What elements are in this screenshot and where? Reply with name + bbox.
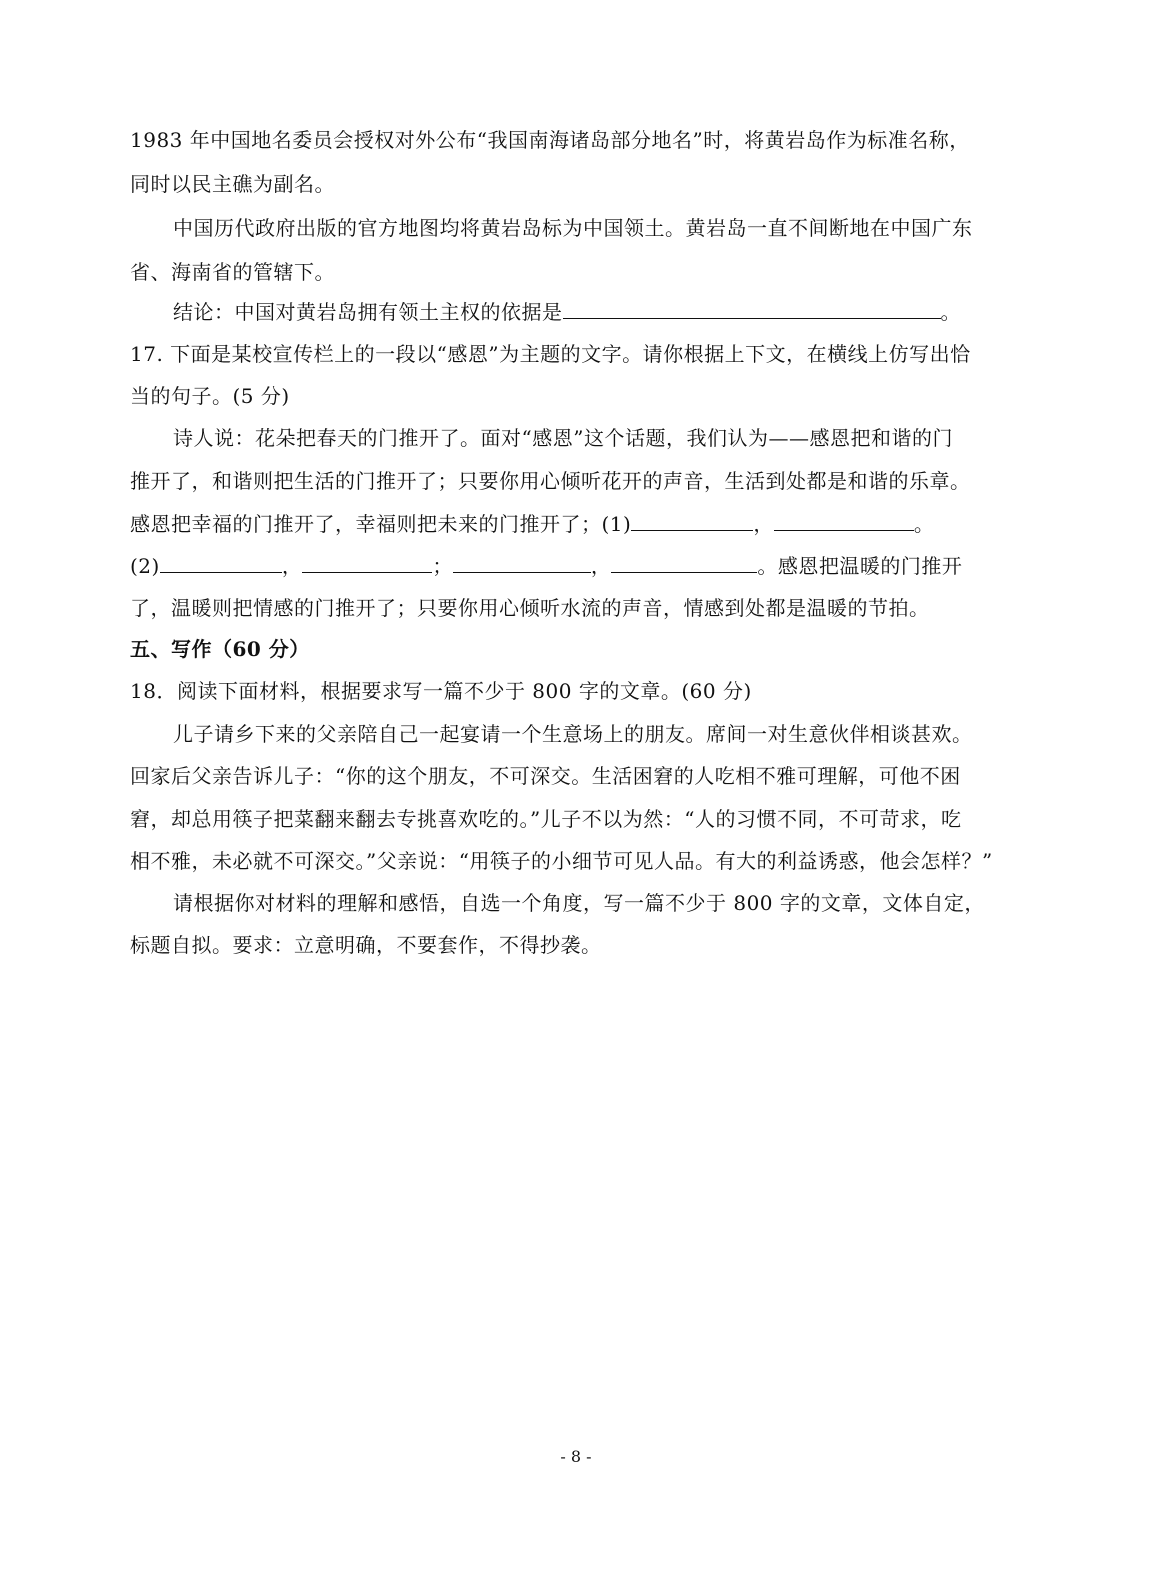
question-18-title: 18．阅读下面材料，根据要求写一篇不少于 800 字的文章。(60 分) [130,679,752,703]
passage-line: 推开了，和谐则把生活的门推开了；只要你用心倾听花开的声音，生活到处都是和谐的乐章。 [130,469,971,493]
conclusion-prefix: 结论：中国对黄岩岛拥有领土主权的依据是 [173,300,563,324]
passage-line: 了，温暖则把情感的门推开了；只要你用心倾听水流的声音，情感到处都是温暖的节拍。 [130,596,930,620]
passage-line: 诗人说：花朵把春天的门推开了。面对“感恩”这个话题，我们认为——感恩把和谐的门 [173,426,953,450]
fill-line-2 [130,552,962,580]
conclusion-line [173,298,961,326]
answer-blank-2d[interactable] [611,552,757,573]
requirement-line: 标题自拟。要求：立意明确，不要套作，不得抄袭。 [130,933,602,957]
answer-blank-2c[interactable] [453,552,591,573]
page-number: - 8 - [560,1447,592,1466]
answer-blank-2a[interactable] [160,552,282,573]
fill-prefix: (2) [130,554,160,578]
passage-line: 1983 年中国地名委员会授权对外公布“我国南海诸岛部分地名”时，将黄岩岛作为标准名称， [130,128,970,152]
answer-blank-1b[interactable] [774,510,914,531]
section-heading: 五、写作（60 分） [130,637,310,661]
fill-prefix: 感恩把幸福的门推开了，幸福则把未来的门推开了；(1) [130,512,632,536]
conclusion-end: 。 [940,300,961,324]
question-17-title: 当的句子。(5 分) [130,384,290,408]
material-line: 相不雅，未必就不可深交。”父亲说：“用筷子的小细节可见人品。有大的利益诱惑，他会怎样？” [130,849,993,873]
answer-blank-1a[interactable] [631,510,753,531]
fill-line-1 [130,510,934,538]
answer-blank[interactable] [563,298,941,319]
fill-suffix: 。感恩把温暖的门推开 [757,554,963,578]
material-line: 回家后父亲告诉儿子：“你的这个朋友，不可深交。生活困窘的人吃相不雅可理解，可他不困 [130,764,961,788]
comma: ， [753,512,774,536]
semicolon: ； [432,554,453,578]
answer-blank-2b[interactable] [302,552,432,573]
comma: ， [281,554,303,578]
material-line: 窘，却总用筷子把菜翻来翻去专挑喜欢吃的。”儿子不以为然：“人的习惯不同，不可苛求，吃 [130,807,962,831]
passage-line: 同时以民主礁为副名。 [130,172,335,196]
material-line: 儿子请乡下来的父亲陪自己一起宴请一个生意场上的朋友。席间一对生意伙伴相谈甚欢。 [173,722,973,746]
period: 。 [913,512,935,536]
question-17-title: 17. 下面是某校宣传栏上的一段以“感恩”为主题的文字。请你根据上下文，在横线上仿写出恰 [130,342,971,366]
comma: ， [590,554,612,578]
requirement-line: 请根据你对材料的理解和感悟，自选一个角度，写一篇不少于 800 字的文章，文体自定， [173,891,985,915]
passage-line: 省、海南省的管辖下。 [130,260,335,284]
passage-line: 中国历代政府出版的官方地图均将黄岩岛标为中国领土。黄岩岛一直不间断地在中国广东 [173,216,973,240]
